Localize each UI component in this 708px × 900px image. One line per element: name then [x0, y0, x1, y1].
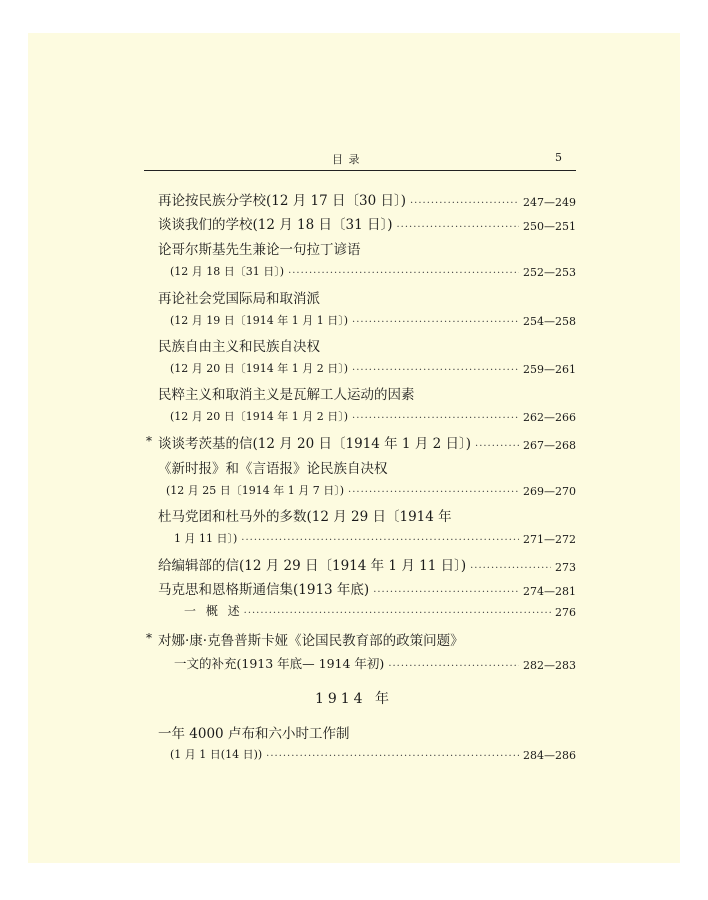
entry-pages: 247—249 [523, 196, 576, 209]
page-header [144, 148, 576, 171]
entry-pages: 282—283 [523, 659, 576, 672]
entry-title[interactable]: 杜马党团和杜马外的多数(12 月 29 日〔1914 年 [158, 509, 452, 525]
leader-dots [396, 222, 519, 233]
entry-title[interactable]: 对娜·康·克鲁普斯卡娅《论国民教育部的政策问题》 [158, 633, 464, 649]
entry-pages: 271—272 [523, 533, 576, 546]
leader-dots [244, 608, 551, 619]
leader-dots [470, 563, 551, 574]
entry-subtitle: (12 月 20 日〔1914 年 1 月 2 日〕) [170, 362, 349, 375]
entry-subtitle: (12 月 25 日〔1914 年 1 月 7 日〕) [166, 484, 345, 497]
entry-title[interactable]: 民粹主义和取消主义是瓦解工人运动的因素 [158, 387, 415, 403]
entry-title[interactable]: 《新时报》和《言语报》论民族自决权 [158, 461, 388, 477]
header-page-number: 5 [555, 151, 562, 164]
header-title: 目 录 [332, 153, 361, 166]
entry-subtitle: (1 月 1 日(14 日)) [170, 748, 263, 761]
toc-entry[interactable] [170, 408, 576, 424]
leader-dots [266, 751, 519, 762]
entry-subtitle: 一文的补充(1913 年底— 1914 年初) [174, 656, 385, 671]
entry-pages: 274—281 [523, 585, 576, 598]
leader-dots [352, 317, 519, 328]
entry-pages: 269—270 [523, 485, 576, 498]
leader-dots [388, 661, 519, 672]
toc-entry[interactable] [170, 746, 576, 762]
entry-title: 给编辑部的信(12 月 29 日〔1914 年 1 月 11 日〕) [158, 558, 467, 574]
entry-title[interactable]: 民族自由主义和民族自决权 [158, 339, 320, 355]
leader-dots [352, 365, 519, 376]
entry-pages: 267—268 [523, 439, 576, 452]
leader-dots [373, 587, 519, 598]
toc-entry[interactable] [174, 530, 576, 546]
entry-pages: 250—251 [523, 220, 576, 233]
entry-title[interactable]: 再论社会党国际局和取消派 [158, 291, 320, 307]
toc-entry[interactable] [174, 654, 576, 672]
leader-dots [410, 198, 519, 209]
toc-entry[interactable] [184, 602, 576, 619]
entry-pages: 262—266 [523, 411, 576, 424]
star-marker: * [146, 631, 152, 645]
leader-dots [288, 268, 519, 279]
entry-pages: 259—261 [523, 363, 576, 376]
entry-title: 谈谈考茨基的信(12 月 20 日〔1914 年 1 月 2 日〕) [158, 436, 472, 452]
leader-dots [352, 413, 519, 424]
entry-subtitle: (12 月 18 日〔31 日〕) [170, 265, 285, 278]
star-marker: * [146, 434, 152, 448]
entry-pages: 252—253 [523, 266, 576, 279]
toc-entry[interactable] [170, 360, 576, 376]
entry-title: 马克思和恩格斯通信集(1913 年底) [158, 582, 370, 598]
leader-dots [241, 535, 519, 546]
toc-entry[interactable] [166, 482, 576, 498]
toc-entry[interactable] [158, 554, 576, 574]
year-heading: 1914 年 [314, 691, 394, 707]
entry-subtitle: 1 月 11 日〕) [174, 532, 238, 545]
toc-entry[interactable] [170, 312, 576, 328]
entry-subtitle: (12 月 19 日〔1914 年 1 月 1 日〕) [170, 314, 349, 327]
toc-entry[interactable] [158, 578, 576, 598]
entry-pages: 254—258 [523, 315, 576, 328]
toc-entry[interactable] [158, 432, 576, 452]
entry-title: 谈谈我们的学校(12 月 18 日〔31 日〕) [158, 217, 393, 233]
entry-subtitle: 一 概 述 [184, 604, 240, 618]
entry-pages: 276 [555, 606, 576, 619]
entry-subtitle: (12 月 20 日〔1914 年 1 月 2 日〕) [170, 410, 349, 423]
entry-pages: 273 [555, 561, 576, 574]
leader-dots [475, 441, 519, 452]
entry-title: 再论按民族分学校(12 月 17 日〔30 日〕) [158, 193, 406, 209]
toc-entry[interactable] [158, 213, 576, 233]
toc-entry[interactable] [158, 189, 576, 209]
entry-title[interactable]: 论哥尔斯基先生兼论一句拉丁谚语 [158, 242, 361, 258]
leader-dots [348, 487, 519, 498]
entry-pages: 284—286 [523, 749, 576, 762]
entry-title[interactable]: 一年 4000 卢布和六小时工作制 [158, 726, 350, 742]
toc-entry[interactable] [170, 263, 576, 279]
